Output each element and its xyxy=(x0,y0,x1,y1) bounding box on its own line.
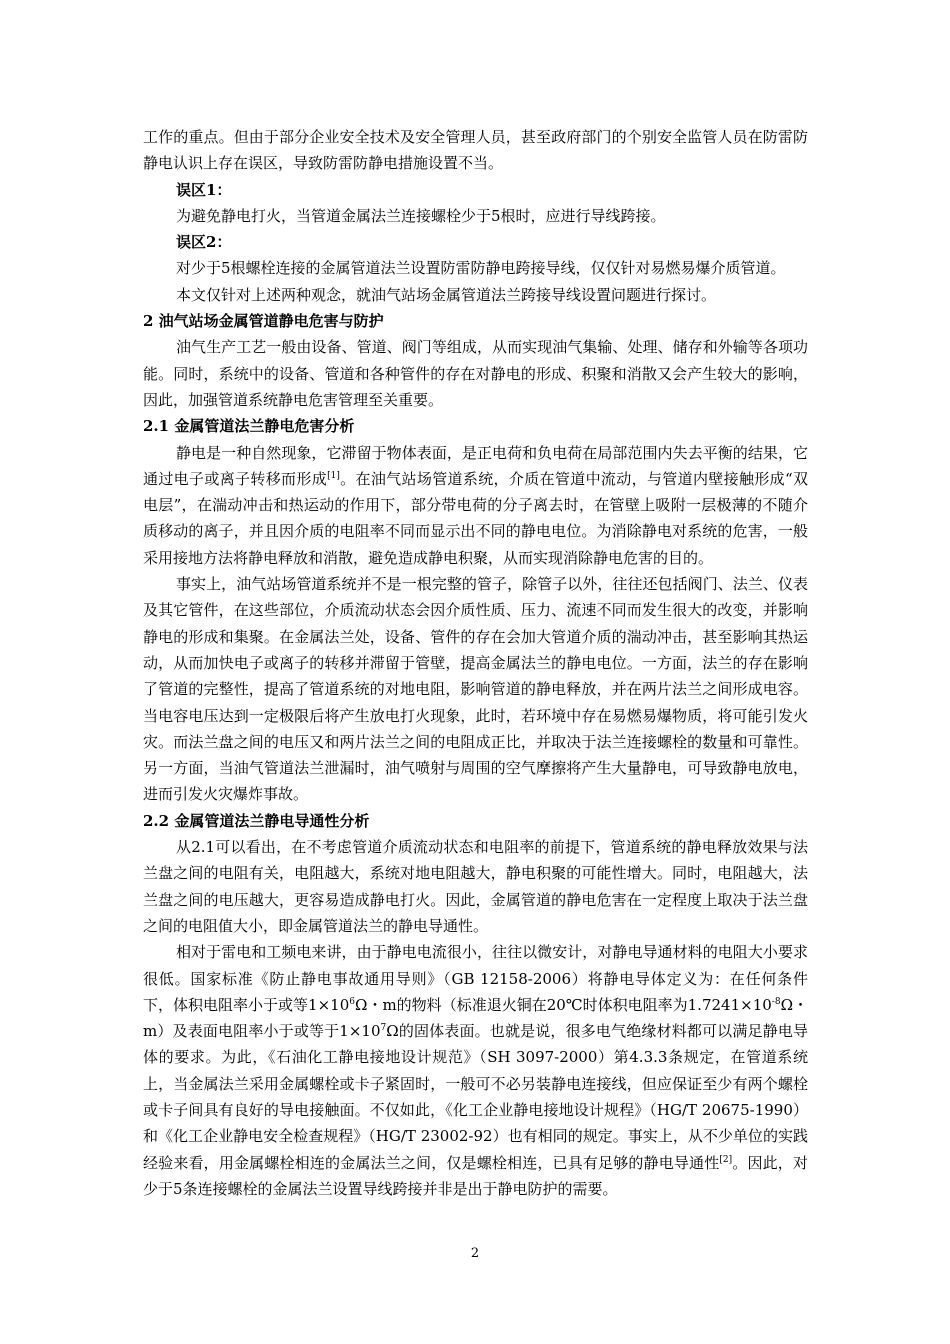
section-heading-2-1: 2.1 金属管道法兰静电危害分析 xyxy=(143,417,355,436)
reference-1[interactable]: [1] xyxy=(327,470,340,481)
paragraph-2-1-a-part-1: 静电是一种自然现象，它滞留于物体表面，是正电荷和负电荷在局部范围内失去平衡的结果，它通过电子或离子转移而形成 xyxy=(143,443,808,488)
myth-2-text: 对少于5根螺栓连接的金属管道法兰设置防雷防静电跨接导线，仅仅针对易燃易爆介质管道。 xyxy=(176,259,786,278)
paragraph-2-2-b xyxy=(143,939,808,1202)
paragraph-2-2-b-part-4: Ω的固体表面。也就是说，很多电气绝缘材料都可以满足静电导体的要求。为此，《石油化工静电接地设计规范》（SH 3097-2000）第4.3.3条规定，在管道系统上，当金属法兰采用金属螺栓或卡子紧固时，一般可不必另装静电连接线，但应保证至少有两个螺栓或卡子间具有良好的导电接触面。不仅如此，《化工企业静电接地设计规程》（HG/T 20675-1990）和《化工企业静电安全检查规程》（HG/T 23002-92）也有相同的规定。事实上，从不少单位的实践经验来看，用金属螺栓相连的金属法兰之间，仅是螺栓相连，已具有足够的静电导通性 xyxy=(143,1022,808,1172)
reference-2[interactable]: [2] xyxy=(719,1154,733,1165)
paragraph-2-1-b: 事实上，油气站场管道系统并不是一根完整的管子，除管子以外，往往还包括阀门、法兰、仪表及其它管件，在这些部位，介质流动状态会因介质性质、压力、流速不同而发生很大的改变，并影响静电的形成和集聚。在金属法兰处，设备、管件的存在会加大管道介质的湍动冲击，甚至影响其热运动，从而加快电子或离子的转移并滞留于管壁，提高金属法兰的静电电位。一方面，法兰的存在影响了管道的完整性，提高了管道系统的对地电阻，影响管道的静电释放，并在两片法兰之间形成电容。当电容电压达到一定极限后将产生放电打火现象，此时，若环境中存在易燃易爆物质，将可能引发火灾。而法兰盘之间的电压又和两片法兰之间的电阻成正比，并取决于法兰连接螺栓的数量和可靠性。另一方面，当油气管道法兰泄漏时，油气喷射与周围的空气摩擦将产生大量静电，可导致静电放电，进而引发火灾爆炸事故。 xyxy=(143,575,808,804)
exponent-neg-8: -8 xyxy=(771,996,781,1007)
paragraph-2-2-b-part-2: Ω・m的物料（标准退火铜在20℃时体积电阻率为1.7241×10 xyxy=(355,995,772,1014)
paragraph-section-2: 油气生产工艺一般由设备、管道、阀门等组成，从而实现油气集输、处理、储存和外输等各项功能。同时，系统中的设备、管道和各种管件的存在对静电的形成、积聚和消散又会产生较大的影响，因此，加强管道系统静电危害管理至关重要。 xyxy=(143,338,808,409)
document-body xyxy=(143,124,808,1202)
paragraph-2-2-b-part-5: 。因此，对少于5条连接螺栓的金属法兰设置导线跨接并非是出于静电防护的需要。 xyxy=(143,1153,808,1198)
section-heading-2-2: 2.2 金属管道法兰静电导通性分析 xyxy=(143,811,370,830)
paragraph-2-2-b-part-3: Ω・m）及表面电阻率小于或等于1×10 xyxy=(143,995,809,1041)
paragraph-scope: 本文仅针对上述两种观念，就油气站场金属管道法兰跨接导线设置问题进行探讨。 xyxy=(176,285,717,304)
page-number: 2 xyxy=(470,1246,480,1261)
exponent-6: 6 xyxy=(349,996,355,1007)
exponent-7: 7 xyxy=(380,1023,387,1034)
paragraph-intro-continuation: 工作的重点。但由于部分企业安全技术及安全管理人员，甚至政府部门的个别安全监管人员在防雷防静电认识上存在误区，导致防雷防静电措施设置不当。 xyxy=(143,128,808,173)
paragraph-2-1-a-part-2: 。在油气站场管道系统，介质在管道中流动，与管道内壁接触形成“双电层”，在湍动冲击和热运动的作用下，部分带电荷的分子离去时，在管壁上吸附一层极薄的不随介质移动的离子，并且因介质的电阻率不同而显示出不同的静电电位。为消除静电对系统的危害，一般采用接地方法将静电释放和消散，避免造成静电积聚，从而实现消除静电危害的目的。 xyxy=(143,469,808,567)
section-heading-2: 2 油气站场金属管道静电危害与防护 xyxy=(143,312,384,331)
myth-1-text: 为避免静电打火，当管道金属法兰连接螺栓少于5根时，应进行导线跨接。 xyxy=(176,206,666,225)
myth-2-label: 误区2： xyxy=(176,233,232,252)
paragraph-2-1-a xyxy=(143,440,808,571)
paragraph-2-2-b-part-1: 相对于雷电和工频电来讲，由于静电电流很小，往往以微安计，对静电导通材料的电阻大小要求很低。国家标准《防止静电事故通用导则》（GB 12158-2006）将静电导体定义为：在任何条件下，体积电阻率小于或等1×10 xyxy=(143,943,808,1014)
myth-1-label: 误区1： xyxy=(176,180,232,199)
paragraph-2-2-a: 从2.1可以看出，在不考虑管道介质流动状态和电阻率的前提下，管道系统的静电释放效果与法兰盘之间的电阻有关，电阻越大，系统对地电阻越大，静电积聚的可能性增大。同时，电阻越大，法兰盘之间的电压越大，更容易造成静电打火。因此，金属管道的静电危害在一定程度上取决于法兰盘之间的电阻值大小，即金属管道法兰的静电导通性。 xyxy=(143,838,808,935)
